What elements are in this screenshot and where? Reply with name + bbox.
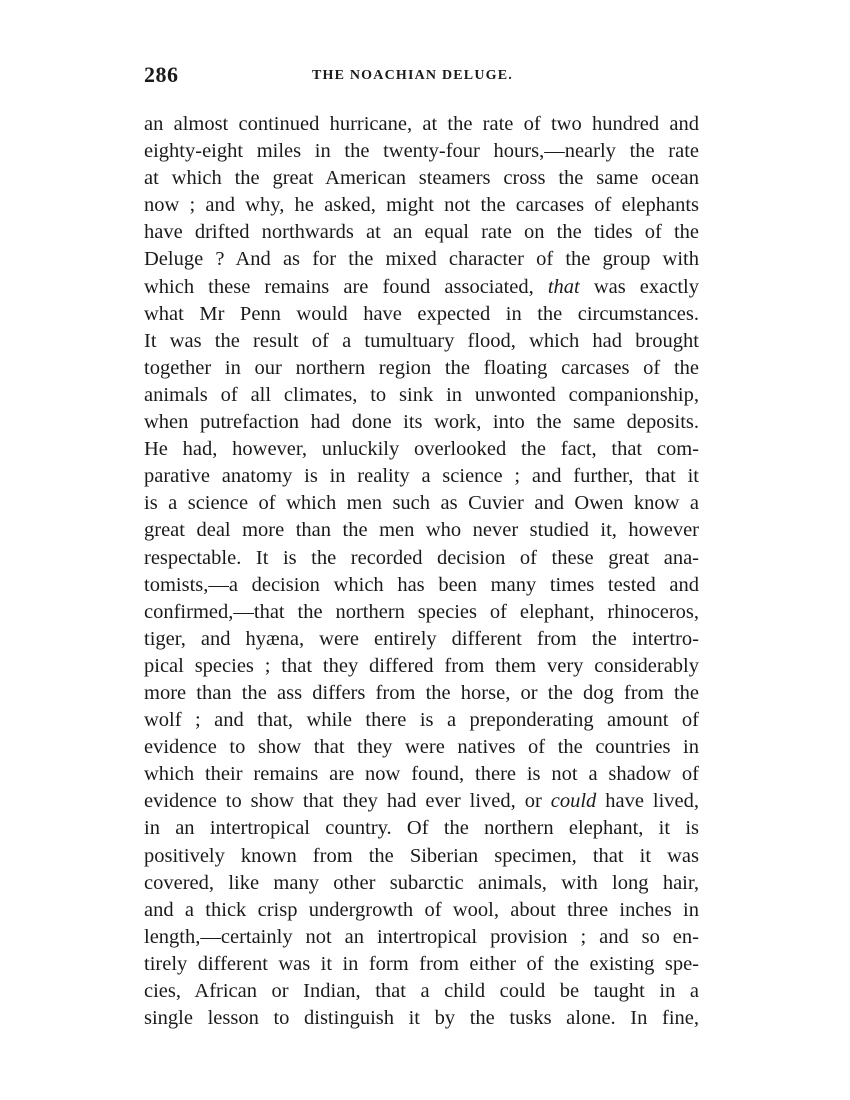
text-line: It was the result of a tumultuary flood, which had brought (144, 329, 699, 352)
text-line: an almost continued hurricane, at the rate of two hundred and (144, 113, 699, 135)
text-line: length,—certainly not an intertropical provision ; and so en- (144, 925, 699, 948)
text-line: wolf ; and that, while there is a preponderating amount of (144, 709, 699, 732)
text-line: together in our northern region the floating carcases of the (144, 356, 699, 379)
text-line: covered, like many other subarctic animals, with long hair, (144, 871, 699, 894)
text-line: single lesson to distinguish it by the tusks alone. In fine, (144, 1007, 699, 1030)
text-line: great deal more than the men who never studied it, however (144, 519, 699, 542)
text-line: and a thick crisp undergrowth of wool, about three inches in (144, 898, 699, 921)
text-line: now ; and why, he asked, might not the carcases of elephants (144, 194, 699, 217)
italic-word: could (550, 790, 597, 813)
text-line: eighty-eight miles in the twenty-four hours,—nearly the rate (144, 140, 699, 163)
text-line: when putrefaction had done its work, into the same deposits. (144, 411, 699, 434)
text-line (144, 274, 699, 301)
running-head (144, 62, 699, 92)
text-segment: evidence to show that they had ever lived, or (144, 790, 551, 813)
text-line: animals of all climates, to sink in unwonted companionship, (144, 383, 699, 406)
text-line: tiger, and hyæna, were entirely different from the intertro- (144, 627, 699, 650)
text-line: pical species ; that they differed from them very considerably (144, 654, 699, 677)
page-number: 286 (144, 62, 179, 87)
text-line: more than the ass differs from the horse, or the dog from the (144, 681, 699, 704)
text-line: tirely different was it in form from either of the existing spe- (144, 952, 699, 975)
text-line: is a science of which men such as Cuvier and Owen know a (144, 492, 699, 515)
text-line: have drifted northwards at an equal rate on the tides of the (144, 221, 699, 244)
body-text (144, 111, 699, 1032)
text-line: He had, however, unluckily overlooked the fact, that com- (144, 438, 699, 461)
text-segment: have lived, (596, 790, 699, 813)
text-line: in an intertropical country. Of the northern elephant, it is (144, 817, 699, 840)
text-line: parative anatomy is in reality a science ; and further, that it (144, 465, 699, 488)
italic-word: that (547, 275, 580, 298)
text-line: what Mr Penn would have expected in the circumstances. (144, 302, 699, 325)
text-line: respectable. It is the recorded decision of these great ana- (144, 546, 699, 569)
text-line: at which the great American steamers cross the same ocean (144, 167, 699, 190)
text-line: evidence to show that they were natives of the countries in (144, 736, 699, 759)
text-line: tomists,—a decision which has been many times tested and (144, 573, 699, 596)
text-segment: which these remains are found associated, (144, 275, 548, 298)
running-title: THE NOACHIAN DELUGE. (312, 68, 513, 83)
text-line: cies, African or Indian, that a child could be taught in a (144, 980, 699, 1002)
text-line: positively known from the Siberian specimen, that it was (144, 844, 699, 867)
text-line: Deluge ? And as for the mixed character of the group with (144, 248, 699, 271)
text-line: which their remains are now found, there is not a shadow of (144, 763, 699, 786)
text-segment: was exactly (579, 275, 699, 298)
text-line (144, 788, 699, 815)
text-line: confirmed,—that the northern species of elephant, rhinoceros, (144, 600, 699, 623)
